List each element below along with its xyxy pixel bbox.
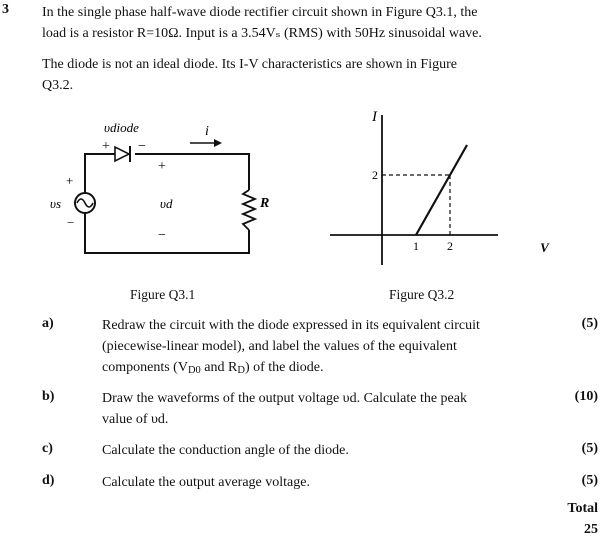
part-d-text: Calculate the output average voltage. (102, 475, 310, 490)
figure1-caption: Figure Q3.1 (130, 287, 196, 302)
current-label: i (205, 124, 209, 139)
diode-description (42, 54, 562, 96)
vd-label: υd (160, 196, 173, 211)
x-tick-1: 1 (413, 239, 419, 253)
diode-line-2: Q3.2. (42, 78, 74, 93)
question-number: 3 (2, 2, 9, 17)
sine-icon (77, 199, 93, 207)
source-plus: + (66, 173, 74, 188)
wire-top-right (135, 154, 249, 190)
part-c-marks: (5) (581, 441, 598, 456)
diode (115, 146, 130, 162)
part-c-text: Calculate the conduction angle of the diode. (102, 443, 349, 458)
iv-curve (416, 145, 467, 235)
part-b-marks: (10) (574, 389, 598, 404)
diode-line-1: The diode is not an ideal diode. Its I-V characteristics are shown in Figure (42, 57, 457, 72)
y-tick-2: 2 (372, 168, 378, 182)
wire-top-left (85, 154, 115, 193)
diode-minus: − (138, 139, 146, 154)
y-axis-label: I (372, 109, 377, 125)
x-axis-label: V (540, 240, 549, 255)
resistor (243, 190, 255, 230)
part-b-line-2: value of υd. (102, 412, 169, 427)
intro-line-2: load is a resistor R=10Ω. Input is a 3.54Vₛ (RMS) with 50Hz sinusoidal wave. (42, 26, 482, 41)
source-minus: − (67, 215, 75, 230)
vdiode-label: υdiode (104, 120, 139, 135)
part-a-line-3: components (VD0 and RD) of the diode. (102, 360, 324, 376)
part-c-label: c) (42, 441, 53, 456)
vd-minus: − (158, 228, 166, 243)
resistor-label: R (260, 196, 270, 211)
total-value: 25 (584, 522, 598, 537)
x-tick-2: 2 (447, 239, 453, 253)
part-a-text (102, 315, 552, 381)
part-b-line-1: Draw the waveforms of the output voltage υd. Calculate the peak (102, 391, 467, 406)
vd-plus: + (158, 159, 166, 174)
diode-plus: + (102, 139, 110, 154)
intro-line-1: In the single phase half-wave diode rectifier circuit shown in Figure Q3.1, the (42, 5, 478, 20)
part-d-marks: (5) (581, 473, 598, 488)
part-d-label: d) (42, 473, 55, 488)
current-arrow-head (214, 139, 222, 147)
part-a-line-1: Redraw the circuit with the diode expressed in its equivalent circuit (102, 318, 480, 333)
part-b-label: b) (42, 389, 55, 404)
part-a-marks: (5) (581, 316, 598, 331)
part-a-line-2: (piecewise-linear model), and label the values of the equivalent (102, 339, 457, 354)
iv-chart (330, 105, 549, 275)
circuit-diagram (0, 110, 300, 280)
figure2-caption: Figure Q3.2 (389, 287, 455, 302)
wire-bottom (85, 213, 249, 253)
vs-label: υs (50, 196, 62, 211)
part-b-text (102, 388, 552, 430)
question-intro (42, 2, 562, 44)
total-label: Total (567, 501, 598, 516)
part-a-label: a) (42, 316, 54, 331)
